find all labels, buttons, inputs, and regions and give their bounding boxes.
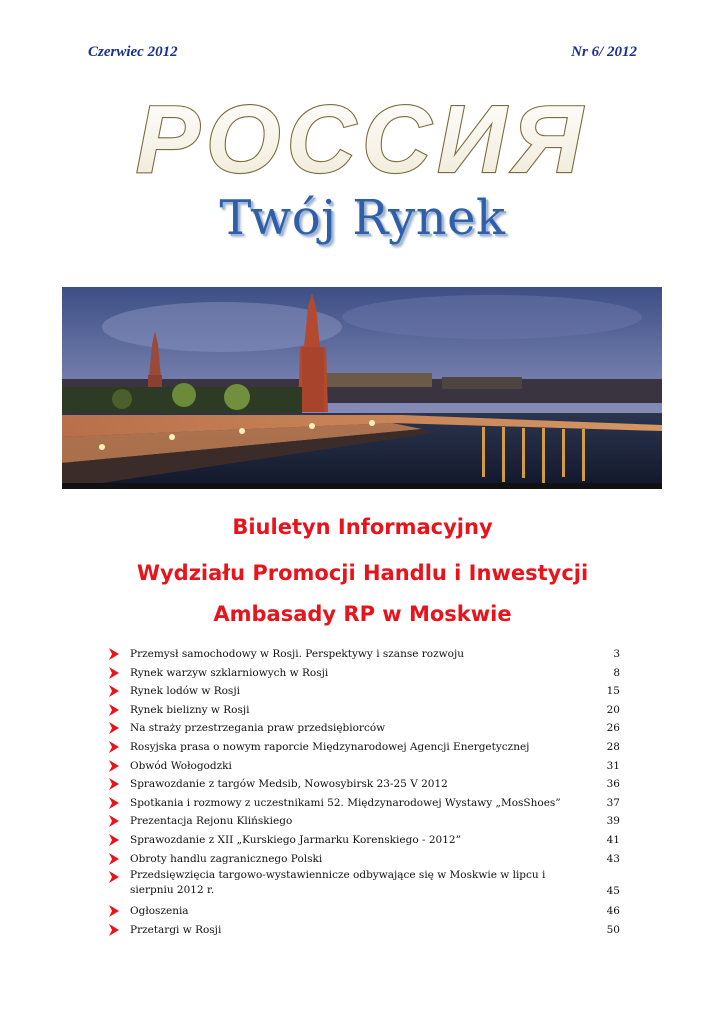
toc-entry-page: 36 xyxy=(606,778,620,791)
toc-entry-page: 43 xyxy=(606,852,620,865)
arrow-bullet-icon xyxy=(108,904,120,918)
toc-entry-page: 15 xyxy=(606,685,620,698)
toc-entry-page: 45 xyxy=(606,885,620,898)
toc-entry[interactable] xyxy=(108,921,628,940)
toc-entry[interactable] xyxy=(108,902,628,921)
toc-entry-title: Spotkania i rozmowy z uczestnikami 52. Międzynarodowej Wystawy „MosShoes” xyxy=(130,796,561,809)
table-of-contents xyxy=(108,645,628,939)
toc-entry-page: 39 xyxy=(606,815,620,828)
toc-entry-page: 37 xyxy=(606,796,620,809)
arrow-bullet-icon xyxy=(108,666,120,680)
toc-entry-title: Ogłoszenia xyxy=(130,905,189,918)
masthead-text: РОССИЯ xyxy=(135,86,589,186)
arrow-bullet-icon xyxy=(108,870,120,884)
toc-entry[interactable] xyxy=(108,868,628,902)
arrow-bullet-icon xyxy=(108,814,120,828)
toc-entry-title: Sprawozdanie z XII „Kurskiego Jarmarku Korenskiego - 2012” xyxy=(130,833,461,846)
issue-number: Nr 6/ 2012 xyxy=(571,44,637,60)
toc-entry-title: Obroty handlu zagranicznego Polski xyxy=(130,852,323,865)
toc-entry-title: Przedsięwzięcia targowo-wystawiennicze odbywające się w Moskwie w lipcu i sierpniu 2012 r. xyxy=(130,869,546,896)
toc-entry-title: Przemysł samochodowy w Rosji. Perspektywy i szanse rozwoju xyxy=(130,648,464,660)
publication-subtitle: Twój Rynek xyxy=(219,190,506,246)
toc-entry[interactable] xyxy=(108,664,628,683)
toc-entry-title: Rynek lodów w Rosji xyxy=(130,685,240,698)
toc-entry[interactable] xyxy=(108,645,628,664)
toc-entry-page: 8 xyxy=(613,666,620,679)
arrow-bullet-icon xyxy=(108,923,120,937)
toc-entry-title: Rynek warzyw szklarniowych w Rosji xyxy=(130,666,329,679)
arrow-bullet-icon xyxy=(108,833,120,847)
arrow-bullet-icon xyxy=(108,703,120,717)
toc-entry-page: 26 xyxy=(606,722,620,735)
toc-entry-title: Na straży przestrzegania praw przedsiębiorców xyxy=(130,722,386,735)
toc-entry-title: Obwód Wołogodzki xyxy=(130,759,232,772)
toc-entry-page: 46 xyxy=(606,905,620,918)
toc-entry[interactable] xyxy=(108,812,628,831)
arrow-bullet-icon xyxy=(108,721,120,735)
toc-entry[interactable] xyxy=(108,701,628,720)
arrow-bullet-icon xyxy=(108,740,120,754)
arrow-bullet-icon xyxy=(108,684,120,698)
bulletin-title-line-1: Biuletyn Informacyjny xyxy=(232,515,493,539)
toc-entry-title: Przetargi w Rosji xyxy=(130,923,222,936)
arrow-bullet-icon xyxy=(108,647,120,661)
toc-entry-page: 28 xyxy=(606,740,620,753)
toc-entry[interactable] xyxy=(108,757,628,776)
toc-entry[interactable] xyxy=(108,682,628,701)
toc-entry[interactable] xyxy=(108,831,628,850)
toc-entry-title: Rynek bielizny w Rosji xyxy=(130,703,250,716)
toc-entry-page: 50 xyxy=(606,923,620,936)
kremlin-night-photo xyxy=(62,287,662,489)
toc-entry-page: 20 xyxy=(606,703,620,716)
toc-entry[interactable] xyxy=(108,738,628,757)
toc-entry[interactable] xyxy=(108,850,628,869)
arrow-bullet-icon xyxy=(108,852,120,866)
toc-entry-page: 41 xyxy=(606,833,620,846)
toc-entry-title: Rosyjska prasa o nowym raporcie Międzynarodowej Agencji Energetycznej xyxy=(130,740,530,753)
toc-entry[interactable] xyxy=(108,794,628,813)
toc-entry-title: Sprawozdanie z targów Medsib, Nowosybirsk 23-25 V 2012 xyxy=(130,778,448,791)
toc-entry[interactable] xyxy=(108,775,628,794)
toc-entry-title: Prezentacja Rejonu Klińskiego xyxy=(130,815,293,828)
arrow-bullet-icon xyxy=(108,796,120,810)
toc-entry-page: 3 xyxy=(613,648,620,660)
masthead-title xyxy=(62,86,662,186)
arrow-bullet-icon xyxy=(108,759,120,773)
issue-date: Czerwiec 2012 xyxy=(88,44,178,60)
arrow-bullet-icon xyxy=(108,777,120,791)
bulletin-title-line-3: Ambasady RP w Moskwie xyxy=(213,602,512,626)
bulletin-title-line-2: Wydziału Promocji Handlu i Inwestycji xyxy=(136,561,589,585)
toc-entry[interactable] xyxy=(108,719,628,738)
toc-entry-page: 31 xyxy=(606,759,620,772)
